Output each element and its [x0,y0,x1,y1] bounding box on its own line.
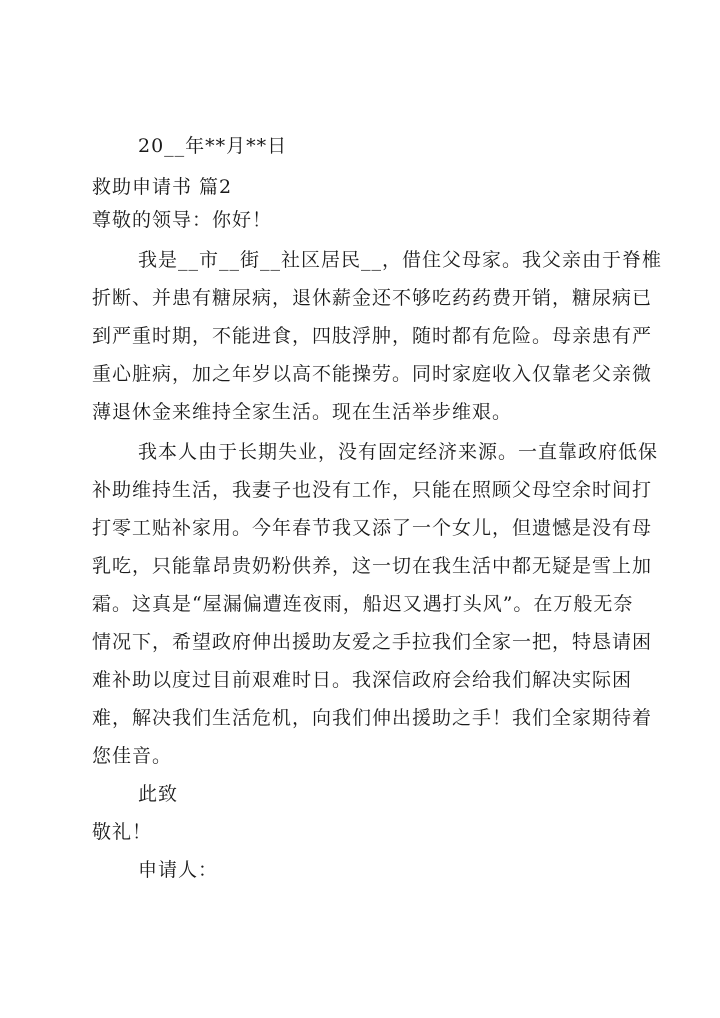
document-title: 救助申请书 篇2 [92,176,233,198]
paragraph-line: 难补助以度过目前艰难时日。我深信政府会给我们解决实际困 [92,669,633,691]
closing-cizhi: 此致 [138,783,179,805]
paragraph-line: 您佳音。 [92,745,173,767]
closing-jingli: 敬礼！ [92,821,153,843]
paragraph-line: 补助维持生活，我妻子也没有工作，只能在照顾父母空余时间打 [92,479,653,501]
paragraph-line: 情况下，希望政府伸出援助友爱之手拉我们全家一把，特恳请困 [92,631,653,653]
paragraph-line: 我是__市__街__社区居民__，借住父母家。我父亲由于脊椎 [138,249,663,271]
paragraph-line: 到严重时期，不能进食，四肢浮肿，随时都有危险。母亲患有严 [92,325,653,347]
paragraph-line: 霜。这真是“屋漏偏遭连夜雨，船迟又遇打头风”。在万般无奈 [92,593,634,615]
paragraph-line: 打零工贴补家用。今年春节我又添了一个女儿，但遗憾是没有母 [92,517,653,539]
paragraph-line: 重心脏病，加之年岁以高不能操劳。同时家庭收入仅靠老父亲微 [92,363,653,385]
paragraph-line: 难，解决我们生活危机，向我们伸出援助之手！我们全家期待着 [92,707,653,729]
salutation: 尊敬的领导：你好！ [92,209,273,231]
paragraph-line: 折断、并患有糖尿病，退休薪金还不够吃药药费开销，糖尿病已 [92,287,653,309]
date-line: 20__年**月**日 [138,135,288,157]
paragraph-line: 乳吃，只能靠昂贵奶粉供养，这一切在我生活中都无疑是雪上加 [92,555,653,577]
paragraph-line: 薄退休金来维持全家生活。现在生活举步维艰。 [92,401,513,423]
applicant-label: 申请人： [138,859,219,881]
paragraph-line: 我本人由于长期失业，没有固定经济来源。一直靠政府低保 [138,441,659,463]
